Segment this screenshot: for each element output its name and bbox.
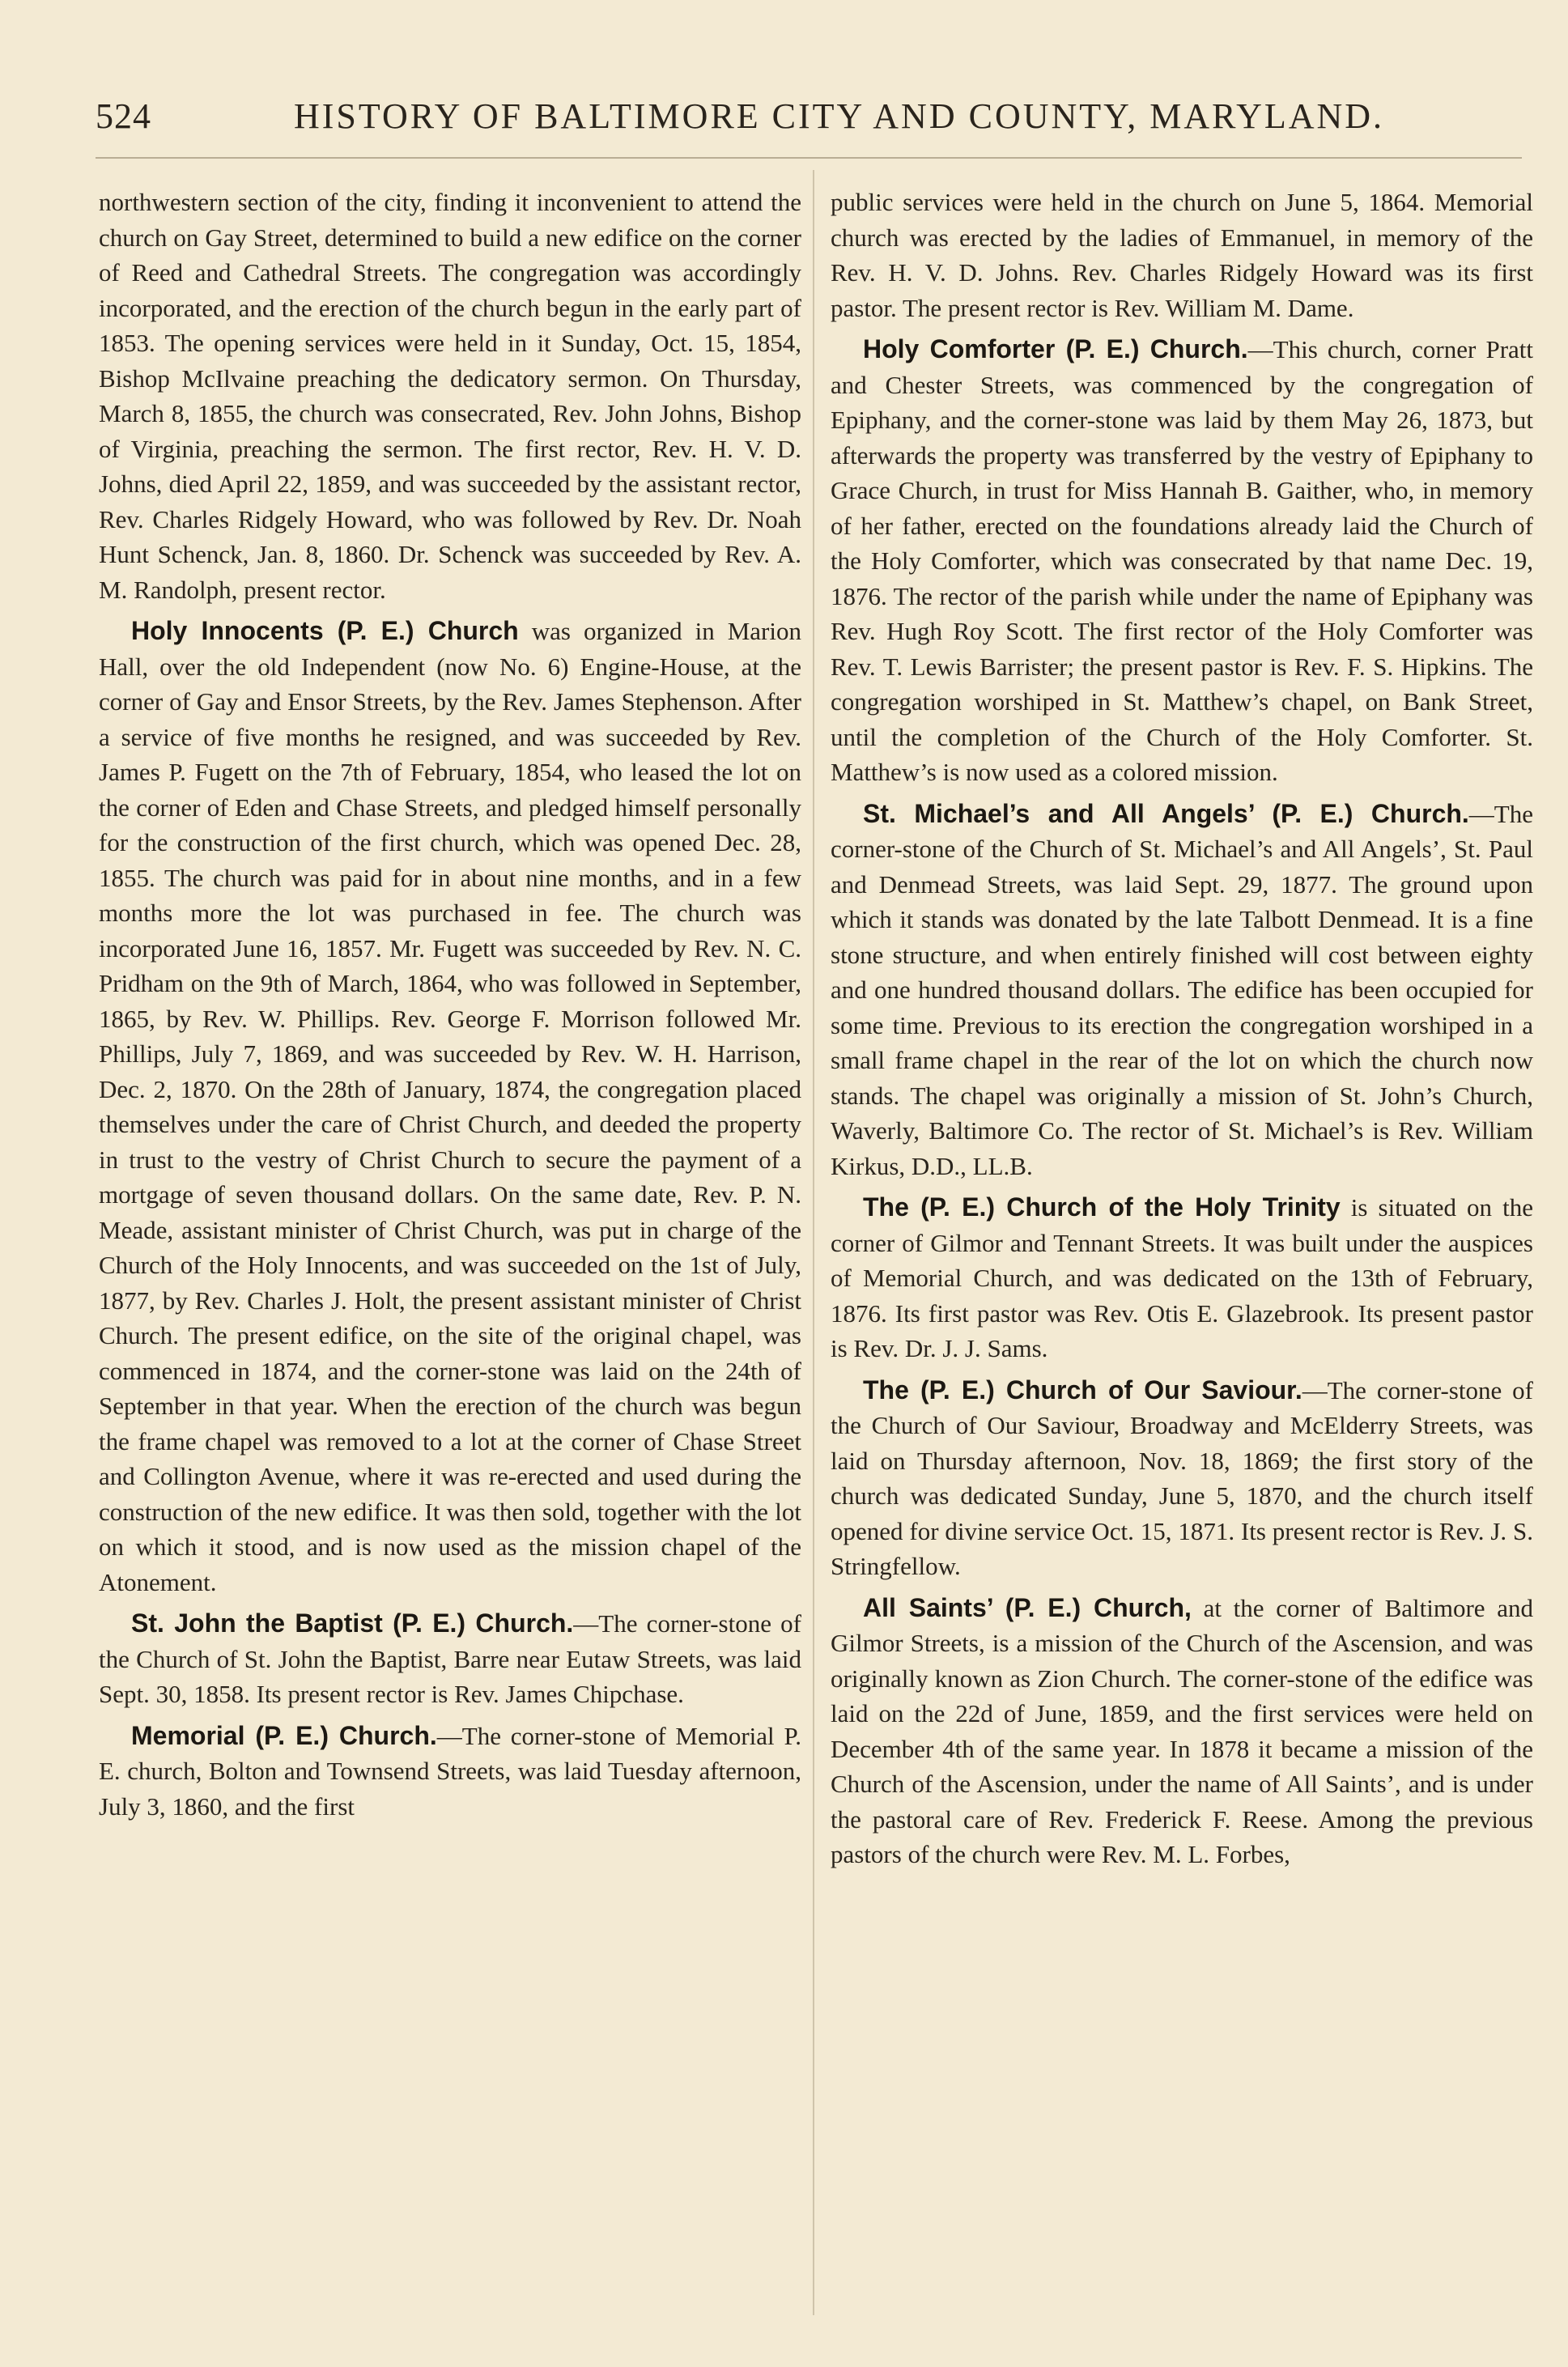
entry-text: —The corner-stone of the Church of St. John the Baptist, Barre near Eutaw Streets, was laid Sept. 30, 1858. Its present rector is Rev. James Chipchase.: [99, 1609, 801, 1708]
entry-heading: The (P. E.) Church of Our Saviour.: [863, 1375, 1302, 1404]
page-number: 524: [96, 96, 151, 136]
header-rule: [96, 157, 1522, 159]
entry-memorial: [99, 1719, 801, 1825]
entry-holy-comforter: [831, 332, 1533, 790]
entry-text: at the corner of Baltimore and Gilmor Streets, is a mission of the Church of the Ascension, and was originally known as Zion Church. The corner-stone of the edifice was laid on the 22d of June, 1859, and the first services were held on December 4th of the same year. In 1878 it became a mission of the Church of the Ascension, under the name of All Saints’, and is under the pastoral care of Rev. Frederick F. Reese. Among the previous pastors of the church were Rev. M. L. Forbes,: [831, 1593, 1533, 1868]
column-divider: [813, 170, 814, 2315]
entry-text: —The corner-stone of the Church of St. Michael’s and All Angels’, St. Paul and Denmead Streets, was laid Sept. 29, 1877. The ground upon which it stands was donated by the late Talbott Denmead. It is a fine stone structure, and when entirely finished will cost between eighty and one hundred thousand dollars. The edifice has been occupied for some time. Previous to its erection the congregation worshiped in a small frame chapel in the rear of the lot on which the church now stands. The chapel was originally a mission of St. John’s Church, Waverly, Baltimore Co. The rector of St. Michael’s is Rev. William Kirkus, D.D., LL.B.: [831, 799, 1533, 1180]
entry-heading: St. John the Baptist (P. E.) Church.: [131, 1608, 574, 1638]
running-head: HISTORY OF BALTIMORE CITY AND COUNTY, MARYLAND.: [294, 96, 1385, 136]
entry-heading: Holy Innocents (P. E.) Church: [131, 616, 519, 645]
entry-heading: The (P. E.) Church of the Holy Trinity: [863, 1192, 1341, 1222]
entry-st-michaels: [831, 797, 1533, 1184]
entry-heading: Memorial (P. E.) Church.: [131, 1720, 437, 1750]
paragraph-continuation: [99, 185, 801, 607]
entry-heading: St. Michael’s and All Angels’ (P. E.) Church.: [863, 798, 1469, 828]
paragraph-continuation: [831, 185, 1533, 325]
entry-text: was organized in Marion Hall, over the old Independent (now No. 6) Engine-House, at the corner of Gay and Ensor Streets, by the Rev. James Stephenson. After a service of five months he resigned, and was succeeded by Rev. James P. Fugett on the 7th of February, 1854, who leased the lot on the corner of Eden and Chase Streets, and pledged himself personally for the construction of the first church, which was opened Dec. 28, 1855. The church was paid for in about nine months, and in a few months more the lot was purchased in fee. The church was incorporated June 16, 1857. Mr. Fugett was succeeded by Rev. N. C. Pridham on the 9th of March, 1864, who was followed in September, 1865, by Rev. W. Phillips. Rev. George F. Morrison followed Mr. Phillips, July 7, 1869, and was succeeded by Rev. W. H. Harrison, Dec. 2, 1870. On the 28th of January, 1874, the congregation placed themselves under the care of Christ Church, and deeded the property in trust to the vestry of Christ Church to secure the payment of a mortgage of seven thousand dollars. On the same date, Rev. P. N. Meade, assistant minister of Christ Church, was put in charge of the Church of the Holy Innocents, and was succeeded on the 1st of July, 1877, by Rev. Charles J. Holt, the present assistant minister of Christ Church. The present edifice, on the site of the original chapel, was commenced in 1874, and the corner-stone was laid on the 24th of September in that year. When the erection of the church was begun the frame chapel was removed to a lot at the corner of Chase Street and Collington Avenue, where it was re-erected and used during the construction of the new edifice. It was then sold, together with the lot on which it stood, and is now used as the mission chapel of the Atonement.: [99, 617, 801, 1596]
entry-our-saviour: [831, 1373, 1533, 1584]
entry-text: —The corner-stone of Memorial P. E. church, Bolton and Townsend Streets, was laid Tuesday afternoon, July 3, 1860, and the first: [99, 1721, 802, 1821]
entry-heading: Holy Comforter (P. E.) Church.: [863, 334, 1248, 363]
entry-holy-trinity: [831, 1190, 1533, 1366]
entry-heading: All Saints’ (P. E.) Church,: [863, 1592, 1192, 1622]
entry-text: —This church, corner Pratt and Chester Streets, was commenced by the congregation of Epiphany, and the corner-stone was laid by them May 26, 1873, but afterwards the property was transferred by the vestry of Epiphany to Grace Church, in trust for Miss Hannah B. Gaither, who, in memory of her father, erected on the foundations already laid the Church of the Holy Comforter, which was consecrated by that name Dec. 19, 1876. The rector of the parish while under the name of Epiphany was Rev. Hugh Roy Scott. The first rector of the Holy Comforter was Rev. T. Lewis Barrister; the present pastor is Rev. F. S. Hipkins. The congregation worshiped in St. Matthew’s chapel, on Bank Street, until the completion of the Church of the Holy Comforter. St. Matthew’s is now used as a colored mission.: [831, 335, 1533, 786]
paragraph-text: public services were held in the church on June 5, 1864. Memorial church was erected by the ladies of Emmanuel, in memory of the Rev. H. V. D. Johns. Rev. Charles Ridgely Howard was its first pastor. The present rector is Rev. William M. Dame.: [831, 188, 1533, 322]
paragraph-text: northwestern section of the city, finding it inconvenient to attend the church on Gay Street, determined to build a new edifice on the corner of Reed and Cathedral Streets. The congregation was accordingly incorporated, and the erection of the church begun in the early part of 1853. The opening services were held in it Sunday, Oct. 15, 1854, Bishop McIlvaine preaching the dedicatory sermon. On Thursday, March 8, 1855, the church was consecrated, Rev. John Johns, Bishop of Virginia, preaching the sermon. The first rector, Rev. H. V. D. Johns, died April 22, 1859, and was succeeded by the assistant rector, Rev. Charles Ridgely Howard, who was followed by Rev. Dr. Noah Hunt Schenck, Jan. 8, 1860. Dr. Schenck was succeeded by Rev. A. M. Randolph, present rector.: [99, 188, 801, 604]
entry-text: is situated on the corner of Gilmor and Tennant Streets. It was built under the auspices of Memorial Church, and was dedicated on the 13th of February, 1876. Its first pastor was Rev. Otis E. Glazebrook. Its present pastor is Rev. Dr. J. J. Sams.: [831, 1193, 1533, 1362]
entry-holy-innocents: [99, 614, 801, 1600]
right-column: [831, 185, 1533, 1879]
entry-st-john-the-baptist: [99, 1606, 801, 1712]
left-column: [99, 185, 801, 1830]
entry-text: —The corner-stone of the Church of Our Saviour, Broadway and McElderry Streets, was laid on Thursday afternoon, Nov. 18, 1869; the first story of the church was dedicated Sunday, June 5, 1870, and the church itself opened for divine service Oct. 15, 1871. Its present rector is Rev. J. S. Stringfellow.: [831, 1375, 1533, 1580]
entry-all-saints: [831, 1591, 1533, 1872]
